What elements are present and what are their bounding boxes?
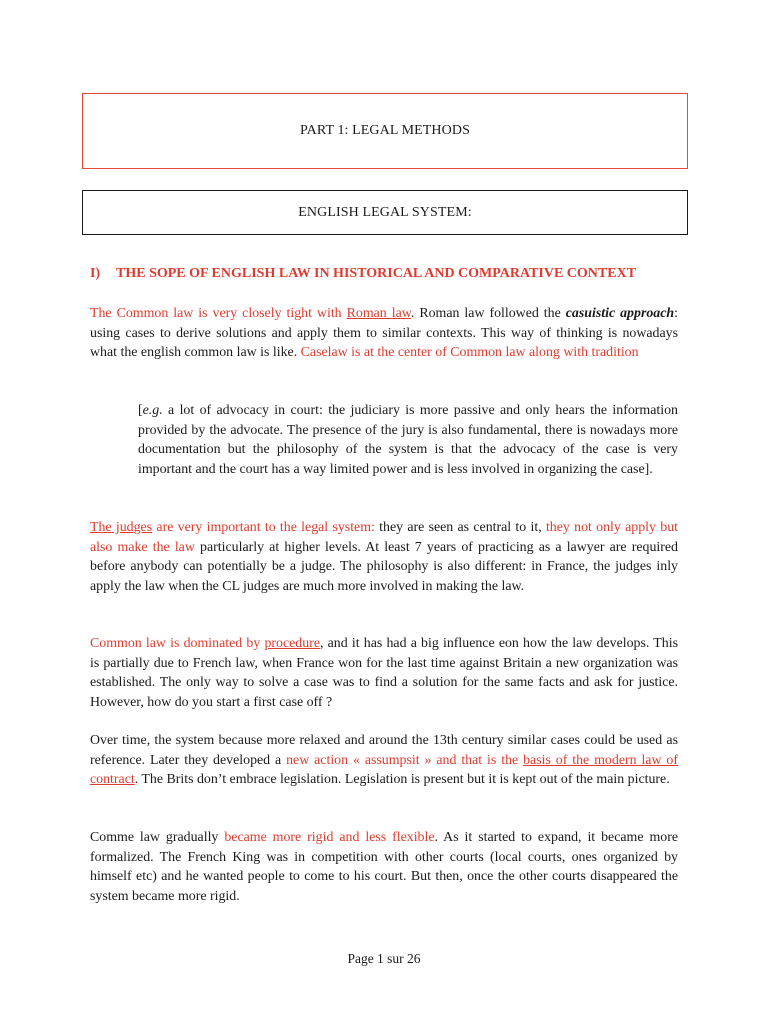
text-run: Common law is dominated by (90, 636, 265, 651)
page-footer (0, 951, 768, 967)
chapter-title-box (82, 190, 688, 235)
text-run: casuistic approach (565, 306, 675, 321)
text-run: they not only apply but also make the law (90, 520, 678, 555)
text-run: Over time, the system because more relaxed and around the 13th century similar cases could be used as reference. Later they developed a (90, 733, 678, 768)
text-run: are very important to the legal system: (152, 520, 375, 535)
paragraph-indented (138, 401, 678, 479)
section-title: THE SOPE OF ENGLISH LAW IN HISTORICAL AND COMPARATIVE CONTEXT (116, 266, 637, 281)
text-run: Caselaw is at the center of Common law along with tradition (300, 345, 639, 360)
text-run: particularly at higher levels. At least 7 years of practicing as a lawyer are required before anybody can potentially be a judge. The philosophy is also different: in France, the judges inly apply the law when the CL judges are much more involved in making the law. (90, 539, 678, 594)
text-run: The Common law is very closely tight with (90, 306, 347, 321)
text-run: basis of the modern law of contract (90, 752, 678, 787)
text-run: a lot of advocacy in court: the judiciary is more passive and only hears the information provided by the advocate. The presence of the jury is also fundamental, there is nowadays more documentation but the philosophy of the system is that the advocacy of the case is very important and the court has a way limited power and is less involved in organizing the case]. (138, 403, 678, 477)
page-number: Page 1 sur 26 (347, 951, 421, 966)
part-title: PART 1: LEGAL METHODS (300, 123, 470, 138)
paragraph (90, 304, 678, 363)
paragraph (90, 828, 678, 906)
text-run: procedure (264, 636, 320, 651)
text-run: [ (138, 403, 143, 418)
text-run: e.g. (142, 403, 163, 418)
paragraph (90, 634, 678, 712)
paragraph (90, 518, 678, 596)
section-heading (90, 266, 690, 282)
text-run: they are seen as central to it, (374, 520, 546, 535)
text-run: The judges (90, 520, 153, 535)
text-run: new action « assumpsit » and that is the (286, 752, 524, 768)
part-title-box (82, 93, 688, 169)
text-run: , and it has had a big influence eon how the law develops. This is partially due to French law, when France won for the last time against Britain a new organization was established. The only way to solve a case was to find a solution for the same facts and ask for justice. However, how do you start a first case off ? (90, 636, 679, 710)
section-number: I) (90, 266, 101, 281)
text-run: became more rigid and less flexible (224, 830, 435, 845)
text-run: Comme law gradually (90, 830, 225, 845)
paragraph (90, 731, 678, 790)
text-run: : using cases to derive solutions and apply them to similar contexts. This way of thinking is nowadays what the english common law is like. (90, 306, 678, 360)
text-run: Roman law (346, 306, 411, 321)
text-run: . The Brits don’t embrace legislation. Legislation is present but it is kept out of the main picture. (134, 772, 670, 787)
text-run: . Roman law followed the (410, 306, 566, 321)
chapter-title: ENGLISH LEGAL SYSTEM: (298, 204, 472, 220)
text-run: . As it started to expand, it became more formalized. The French King was in competition with other courts (local courts, ones organized by himself etc) and he wanted people to come to his court. But then, once the other courts disappeared the system became more rigid. (90, 830, 678, 904)
